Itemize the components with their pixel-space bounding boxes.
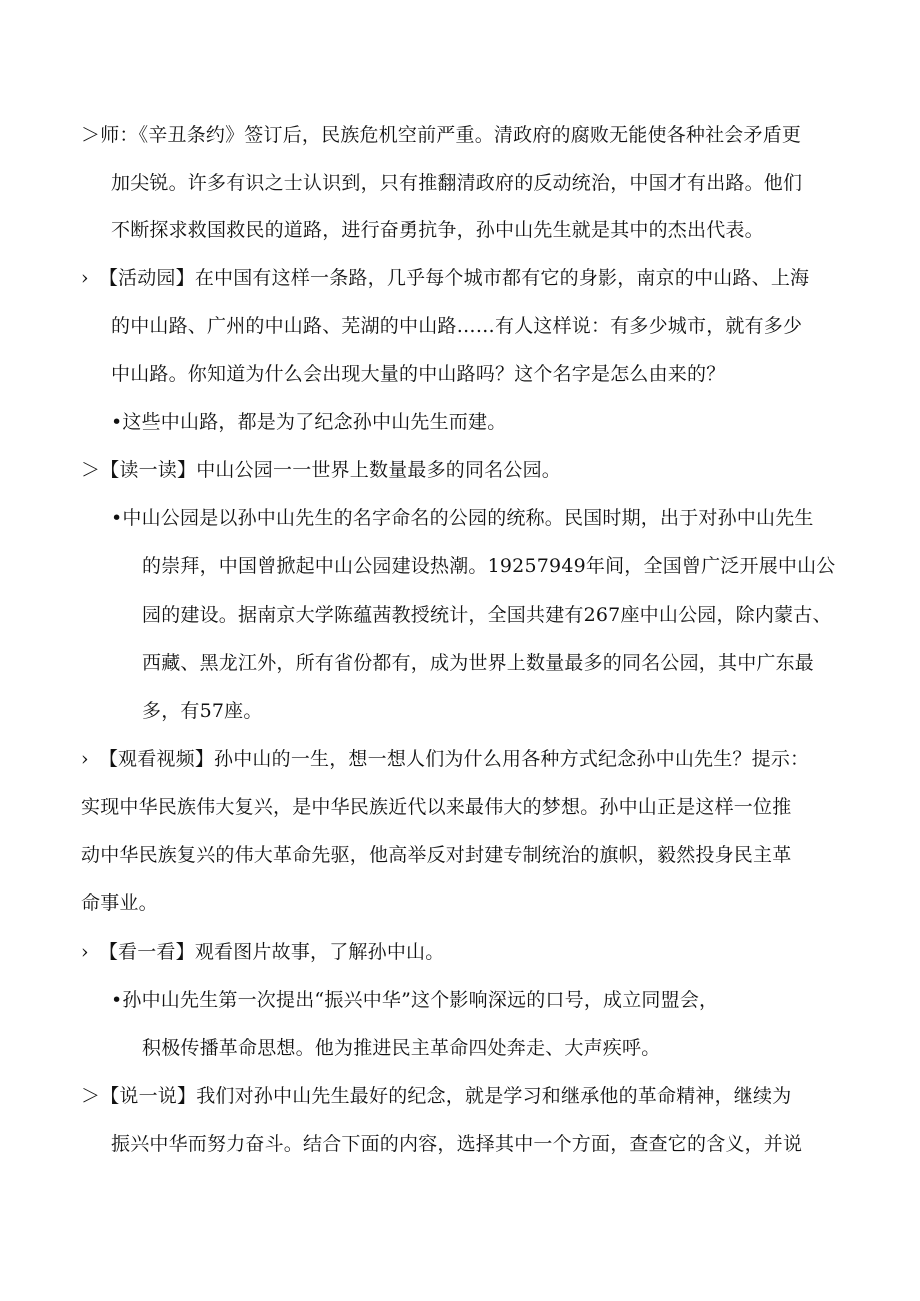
paragraph-text: 【观看视频】孙中山的一生，想一想人们为什么用各种方式纪念孙中山先生？提示：	[98, 748, 810, 770]
paragraph-line	[81, 940, 444, 964]
paragraph-line: 中山路。你知道为什么会出现大量的中山路吗？这个名字是怎么由来的？	[111, 363, 726, 385]
bullet-line: 积极传播革命思想。他为推进民主革命四处奔走、大声疾呼。	[142, 1037, 661, 1059]
paragraph-text: 【说一说】我们对孙中山先生最好的纪念，就是学习和继承他的革命精神，继续为	[100, 1085, 792, 1107]
paragraph-line	[81, 123, 801, 147]
paragraph-line	[81, 458, 561, 482]
paragraph-text: 【看一看】观看图片故事，了解孙中山。	[98, 941, 445, 963]
paragraph-line	[81, 747, 809, 771]
paragraph-line: 命事业。	[81, 892, 158, 914]
arrow-marker: ＞	[81, 1085, 101, 1107]
paragraph-line: 实现中华民族伟大复兴，是中华民族近代以来最伟大的梦想。孙中山正是这样一位推	[81, 796, 792, 818]
paragraph-text: 【读一读】中山公园一一世界上数量最多的同名公园。	[100, 459, 562, 481]
bullet-line: 的崇拜，中国曾掀起中山公园建设热潮。19257949年间，全国曾广泛开展中山公	[142, 555, 836, 577]
bullet-line: •中山公园是以孙中山先生的名字命名的公园的统称。民国时期，出于对孙中山先生	[111, 507, 814, 529]
paragraph-line: 加尖锐。许多有识之士认识到，只有推翻清政府的反动统治，中国才有出路。他们	[111, 172, 803, 194]
bullet-line: •孙中山先生第一次提出“振兴中华”这个影响深远的口号，成立同盟会，	[111, 989, 719, 1011]
chevron-marker: ›	[81, 941, 89, 963]
bullet-line: 园的建设。据南京大学陈蕴茜教授统计，全国共建有267座中山公园，除内蒙古、	[142, 604, 832, 626]
paragraph-line: 的中山路、广州的中山路、芜湖的中山路……有人这样说：有多少城市，就有多少	[111, 315, 803, 337]
arrow-marker: ＞	[81, 124, 101, 146]
bullet-line: 西藏、黑龙江外，所有省份都有，成为世界上数量最多的同名公园，其中广东最	[142, 652, 815, 674]
paragraph-line	[81, 266, 809, 290]
chevron-marker: ›	[81, 267, 89, 289]
paragraph-line: 不断探求救国救民的道路，进行奋勇抗争，孙中山先生就是其中的杰出代表。	[111, 219, 764, 241]
paragraph-line	[81, 1084, 791, 1108]
bullet-line: •这些中山路，都是为了纪念孙中山先生而建。	[111, 411, 507, 433]
paragraph-text: 【活动园】在中国有这样一条路，几乎每个城市都有它的身影，南京的中山路、上海	[98, 267, 810, 289]
arrow-marker: ＞	[81, 459, 101, 481]
chevron-marker: ›	[81, 748, 89, 770]
paragraph-text: 师：《辛丑条约》签订后，民族危机空前严重。清政府的腐败无能使各种社会矛盾更	[100, 124, 802, 146]
paragraph-line: 动中华民族复兴的伟大革命先驱，他高举反对封建专制统治的旗帜，毅然投身民主革	[81, 844, 792, 866]
paragraph-line: 振兴中华而努力奋斗。结合下面的内容，选择其中一个方面，查查它的含义，并说	[111, 1133, 803, 1155]
bullet-line: 多，有57座。	[142, 700, 263, 722]
